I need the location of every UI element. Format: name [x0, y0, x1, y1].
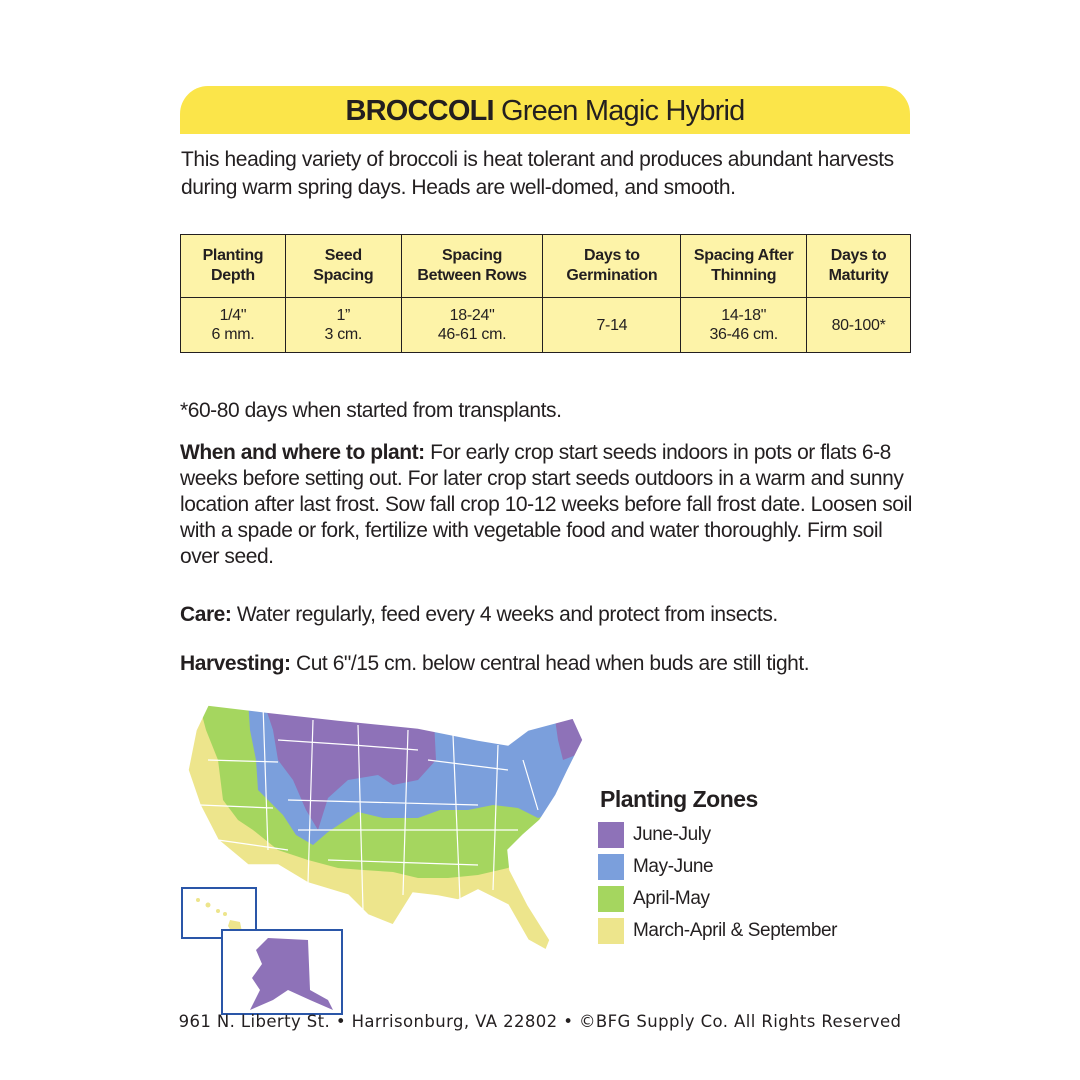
- section-text: For early crop start seeds indoors in pots or flats 6-8 weeks before setting out. For later crop start seeds outdoors in a warm and sunny location after last frost. Sow fall crop 10-12 weeks before fall frost date. Loosen soil with a spade or fork, fertilize with vegetable food and water thoroughly. Firm soil over seed.: [180, 441, 912, 568]
- legend-item: [598, 883, 837, 915]
- planting-zone-map: [178, 700, 598, 1020]
- header-thinning: Spacing After Thinning: [681, 235, 807, 298]
- cell-germination: 7-14: [543, 298, 681, 353]
- company-footer: 961 N. Liberty St. • Harrisonburg, VA 22802 • ©BFG Supply Co. All Rights Reserved: [178, 1012, 902, 1031]
- section-text: Water regularly, feed every 4 weeks and protect from insects.: [231, 603, 778, 626]
- header-row-spacing: Spacing Between Rows: [401, 235, 543, 298]
- cell-maturity: 80-100*: [807, 298, 911, 353]
- section-care: [180, 602, 915, 628]
- crop-name: BROCCOLI: [345, 95, 494, 127]
- legend-label: June-July: [633, 824, 711, 845]
- cell-seed-spacing: 1” 3 cm.: [285, 298, 401, 353]
- legend-label: May-June: [633, 856, 714, 877]
- legend-item: [598, 819, 837, 851]
- title-banner: [180, 86, 910, 134]
- section-when-where: [180, 440, 915, 570]
- section-label: Harvesting:: [180, 652, 291, 675]
- cell-thinning: 14-18" 36-46 cm.: [681, 298, 807, 353]
- header-planting-depth: Planting Depth: [181, 235, 286, 298]
- header-seed-spacing: Seed Spacing: [285, 235, 401, 298]
- table-header-row: [181, 235, 911, 298]
- section-label: When and where to plant:: [180, 441, 425, 464]
- header-maturity: Days to Maturity: [807, 235, 911, 298]
- legend-item: [598, 915, 837, 947]
- product-title: [345, 95, 744, 127]
- transplant-note: *60-80 days when started from transplants.: [180, 399, 562, 422]
- cell-row-spacing: 18-24" 46-61 cm.: [401, 298, 543, 353]
- section-label: Care:: [180, 603, 232, 626]
- legend-item: [598, 851, 837, 883]
- legend-title: Planting Zones: [600, 786, 758, 812]
- variety-name: Green Magic Hybrid: [501, 95, 745, 127]
- legend-swatch: [598, 886, 624, 912]
- legend-label: April-May: [633, 888, 710, 909]
- intro-description: This heading variety of broccoli is heat tolerant and produces abundant harvests during warm spring days. Heads are well-domed, and smooth.: [181, 148, 894, 199]
- section-harvesting: [180, 651, 915, 677]
- legend-swatch: [598, 918, 624, 944]
- table-row: [181, 298, 911, 353]
- cell-planting-depth: 1/4" 6 mm.: [181, 298, 286, 353]
- legend-label: March-April & September: [633, 920, 838, 941]
- legend-swatch: [598, 822, 624, 848]
- planting-zones-legend: [598, 786, 837, 947]
- header-germination: Days to Germination: [543, 235, 681, 298]
- planting-spec-table: [180, 234, 911, 353]
- legend-swatch: [598, 854, 624, 880]
- section-text: Cut 6"/15 cm. below central head when buds are still tight.: [290, 652, 810, 675]
